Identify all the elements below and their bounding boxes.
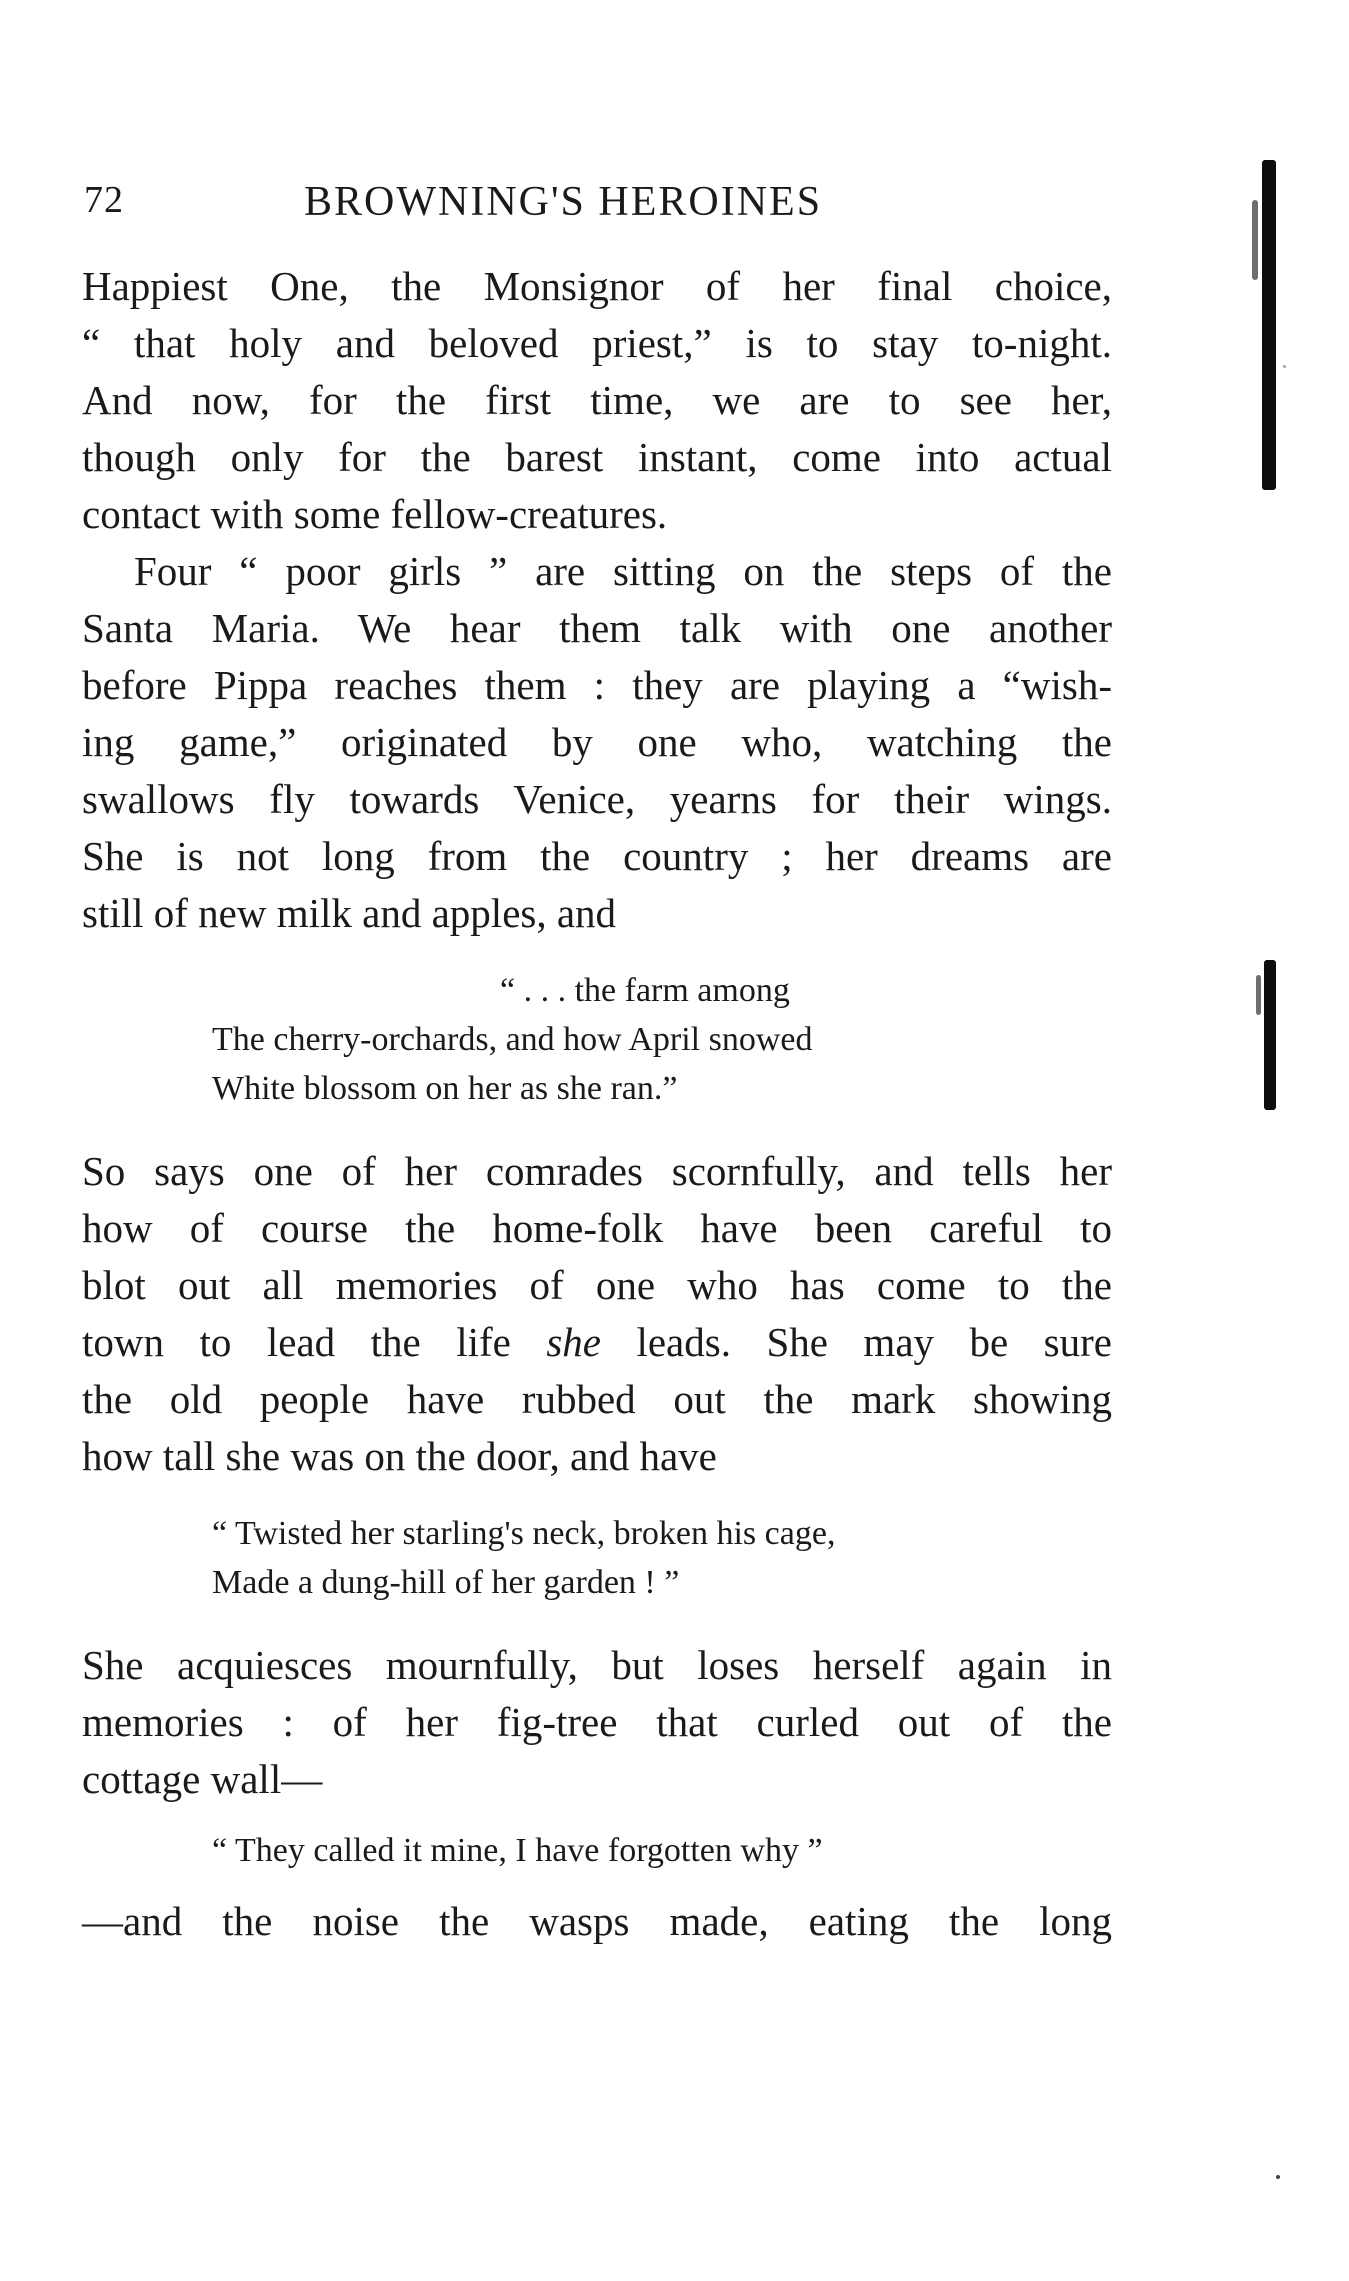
paragraph [82,1637,1112,1808]
scan-artifact [1262,160,1276,490]
verse-line: “ . . . the farm among [500,972,790,1009]
verse-line: “ They called it mine, I have forgotten why ” [212,1832,823,1869]
text-line: Santa Maria. We hear them talk with one another [82,605,1112,651]
text-line: cottage wall— [82,1756,323,1802]
scan-artifact [1252,200,1258,280]
text-line: So says one of her comrades scornfully, and tells her [82,1148,1112,1194]
scan-artifact [1256,975,1261,1015]
paragraph [82,1893,1112,1950]
text-line: Four “ poor girls ” are sitting on the steps of the [134,548,1112,594]
paragraph [82,258,1112,543]
text-span: leads. She may be sure [600,1319,1112,1365]
text-line: memories : of her fig-tree that curled out of the [82,1699,1112,1745]
verse-line: Made a dung-hill of her garden ! ” [212,1564,680,1601]
verse-quote [212,1509,1092,1607]
text-line: though only for the barest instant, come into actual [82,434,1112,480]
verse-quote [212,966,1092,1113]
text-line: swallows fly towards Venice, yearns for their wings. [82,776,1112,822]
verse-quote [212,1826,1092,1875]
scan-speck [1276,2175,1280,2179]
running-title: BROWNING'S HEROINES [304,179,823,225]
text-line: And now, for the first time, we are to see her, [82,377,1112,423]
verse-line: The cherry-orchards, and how April snowed [212,1021,813,1058]
text-line: how tall she was on the door, and have [82,1433,717,1479]
paragraph [82,543,1112,942]
text-line: before Pippa reaches them : they are playing a “wish- [82,662,1112,708]
text-line: blot out all memories of one who has come to the [82,1262,1112,1308]
text-line: the old people have rubbed out the mark showing [82,1376,1112,1422]
text-line: how of course the home-folk have been careful to [82,1205,1112,1251]
text-line: She acquiesces mournfully, but loses herself again in [82,1642,1112,1688]
text-line [82,1314,1112,1371]
verse-line: White blossom on her as she ran.” [212,1070,678,1107]
text-line: “ that holy and beloved priest,” is to stay to-night. [82,320,1112,366]
scan-speck [1283,365,1286,368]
text-line: She is not long from the country ; her dreams are [82,833,1112,879]
text-line: Happiest One, the Monsignor of her final choice, [82,263,1112,309]
body-text [82,258,1112,1950]
text-line: —and the noise the wasps made, eating the long [82,1898,1112,1944]
text-line: contact with some fellow-creatures. [82,491,668,537]
verse-line: “ Twisted her starling's neck, broken his cage, [212,1515,836,1552]
italic-word: she [546,1319,601,1365]
page-number: 72 [84,179,124,221]
paragraph [82,1143,1112,1485]
scan-artifact [1264,960,1276,1110]
text-line: ing game,” originated by one who, watching the [82,719,1112,765]
text-span: town to lead the life [82,1319,547,1365]
page-header [84,178,1124,238]
text-line: still of new milk and apples, and [82,890,617,936]
